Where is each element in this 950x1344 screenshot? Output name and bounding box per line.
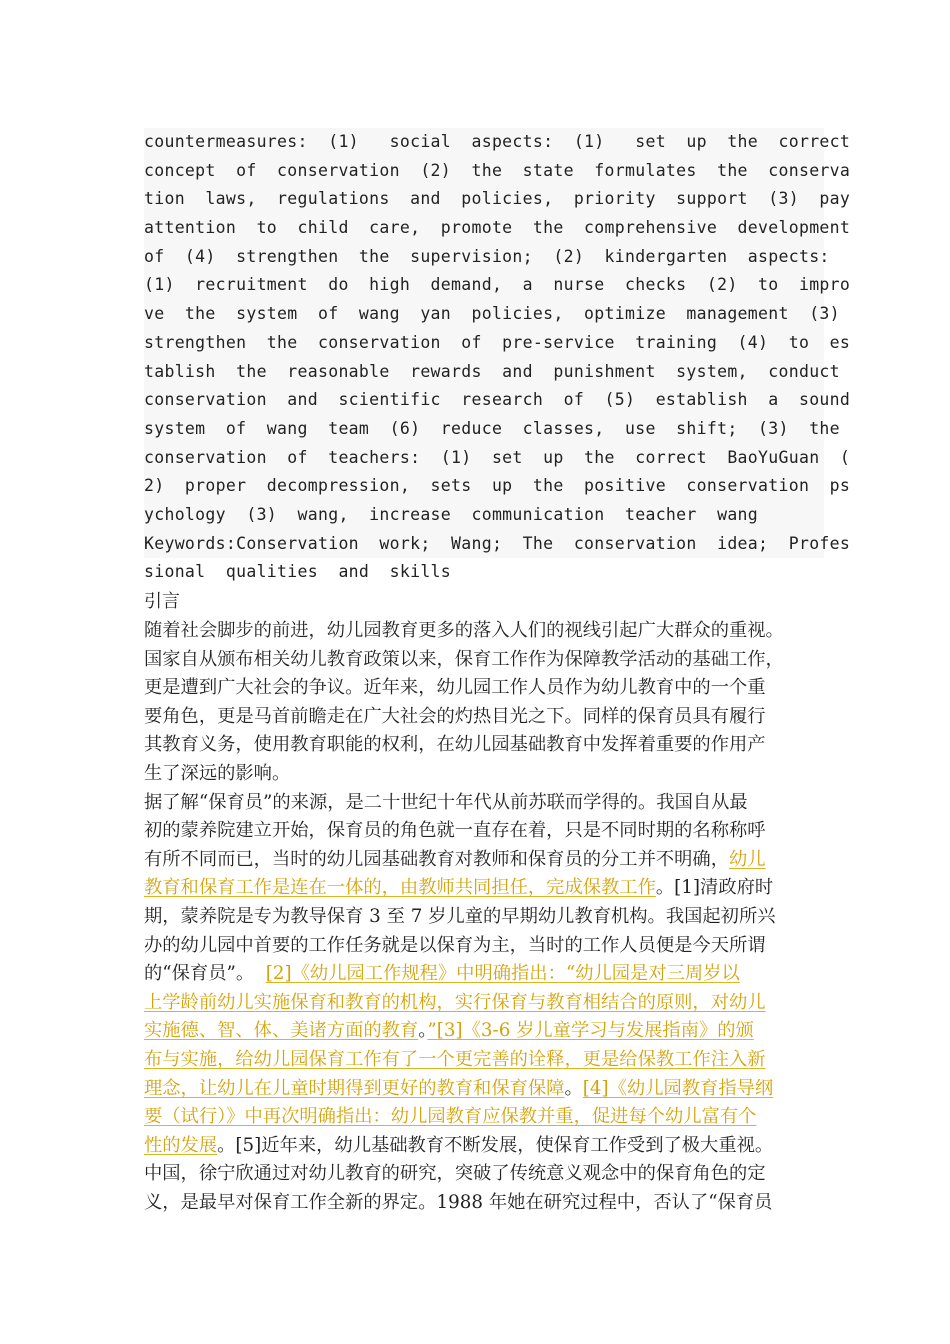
body-line: [144, 646, 816, 675]
body-text: 。: [564, 1077, 583, 1099]
body-line: [144, 960, 816, 989]
body-line: [144, 703, 816, 732]
body-line: [144, 1103, 816, 1132]
abstract-line: conservation and scientific research of (5) establish a sound: [144, 386, 824, 415]
body-line: [144, 1189, 816, 1218]
abstract-line: concept of conservation (2) the state formulates the conserva: [144, 157, 824, 186]
chinese-body: [144, 617, 816, 1217]
english-abstract: [144, 128, 851, 587]
body-text: 有所不同而已，当时的幼儿园基础教育对教师和保育员的分工并不明确，: [144, 848, 729, 870]
abstract-line: system of wang team (6) reduce classes, use shift; (3) the: [144, 415, 824, 444]
body-line: [144, 932, 816, 961]
abstract-line: countermeasures: (1) social aspects: (1) set up the correct: [144, 128, 824, 157]
body-line: [144, 989, 816, 1018]
abstract-line: sional qualities and skills: [144, 562, 452, 582]
body-line: [144, 674, 816, 703]
highlighted-citation: 幼儿: [729, 848, 766, 870]
highlighted-citation: 布与实施，给幼儿园保育工作有了一个更完善的诠释，更是给保教工作注入新: [144, 1048, 766, 1070]
body-text: 。[5]近年来，幼儿基础教育不断发展，使保育工作受到了极大重视。: [217, 1134, 774, 1156]
highlighted-citation: 教育和保育工作是连在一体的，由教师共同担任，完成保教工作: [144, 877, 656, 899]
section-heading: 引言: [144, 591, 180, 612]
highlighted-citation: 上学龄前幼儿实施保育和教育的机构，实行保育与教育相结合的原则，对幼儿: [144, 991, 766, 1013]
body-text: 其教育义务，使用教育职能的权利，在幼儿园基础教育中发挥着重要的作用产: [144, 734, 766, 756]
body-text: 初的蒙养院建立开始，保育员的角色就一直存在着，只是不同时期的名称称呼: [144, 820, 766, 842]
body-line: [144, 789, 816, 818]
abstract-line: Keywords:Conservation work; Wang; The conservation idea; Profes: [144, 530, 824, 559]
body-text: 中国，徐宁欣通过对幼儿教育的研究，突破了传统意义观念中的保育角色的定: [144, 1163, 766, 1185]
body-text: 国家自从颁布相关幼儿教育政策以来，保育工作作为保障教学活动的基础工作，: [144, 648, 784, 670]
highlighted-citation: 性的发展: [144, 1134, 218, 1156]
highlighted-citation: [4]《幼儿园教育指导纲: [582, 1077, 774, 1099]
abstract-line: tion laws, regulations and policies, priority support (3) pay: [144, 185, 824, 214]
body-text: 。[1]清政府时: [655, 877, 774, 899]
abstract-line: tablish the reasonable rewards and punishment system, conduct: [144, 358, 824, 387]
body-text: 办的幼儿园中首要的工作任务就是以保育为主，当时的工作人员便是今天所谓: [144, 934, 766, 956]
body-text: 要角色，更是马首前瞻走在广大社会的灼热目光之下。同样的保育员具有履行: [144, 705, 766, 727]
body-line: [144, 1075, 816, 1104]
body-text: 。: [418, 1020, 428, 1042]
body-text: 更是遭到广大社会的争议。近年来，幼儿园工作人员作为幼儿教育中的一个重: [144, 677, 766, 699]
highlighted-citation: [2]《幼儿园工作规程》中明确指出：“幼儿园是对三周岁以: [265, 963, 740, 985]
highlighted-citation: 要（试行）》中再次明确指出：幼儿园教育应保教并重，促进每个幼儿富有个: [144, 1106, 757, 1128]
body-text: 生了深远的影响。: [144, 762, 291, 784]
body-text: 随着社会脚步的前进，幼儿园教育更多的落入人们的视线引起广大群众的重视。: [144, 620, 784, 641]
body-line: [144, 817, 816, 846]
abstract-line: of (4) strengthen the supervision; (2) kindergarten aspects:: [144, 243, 824, 272]
body-line: [144, 1017, 816, 1046]
abstract-line: conservation of teachers: (1) set up the correct BaoYuGuan (: [144, 444, 824, 473]
body-line: [144, 1046, 816, 1075]
body-text: 的“保育员”。: [144, 963, 266, 985]
highlighted-citation: ”[3]《3-6 岁儿童学习与发展指南》的颁: [427, 1020, 754, 1042]
body-text: 据了解“保育员”的来源，是二十世纪十年代从前苏联而学得的。我国自从最: [144, 791, 748, 813]
body-line: [144, 874, 816, 903]
abstract-line: (1) recruitment do high demand, a nurse checks (2) to impro: [144, 271, 824, 300]
body-text: 期，蒙养院是专为教导保育 3 至 7 岁儿童的早期幼儿教育机构。我国起初所兴: [144, 905, 776, 927]
body-line: [144, 617, 816, 646]
abstract-line: ve the system of wang yan policies, optimize management (3): [144, 300, 824, 329]
body-line: [144, 846, 816, 875]
abstract-line: attention to child care, promote the comprehensive development: [144, 214, 824, 243]
body-line: [144, 1160, 816, 1189]
body-line: [144, 903, 816, 932]
abstract-line: strengthen the conservation of pre-service training (4) to es: [144, 329, 824, 358]
highlighted-citation: 理念，让幼儿在儿童时期得到更好的教育和保育保障: [144, 1077, 565, 1099]
body-line: [144, 760, 816, 789]
body-line: [144, 731, 816, 760]
highlighted-citation: 实施德、智、体、美诸方面的教育: [144, 1020, 419, 1042]
body-text: 义，是最早对保育工作全新的界定。1988 年她在研究过程中，否认了“保育员: [144, 1191, 773, 1213]
abstract-line: ychology (3) wang, increase communication teacher wang: [144, 501, 824, 530]
abstract-line: 2) proper decompression, sets up the positive conservation ps: [144, 472, 824, 501]
body-line: [144, 1132, 816, 1161]
